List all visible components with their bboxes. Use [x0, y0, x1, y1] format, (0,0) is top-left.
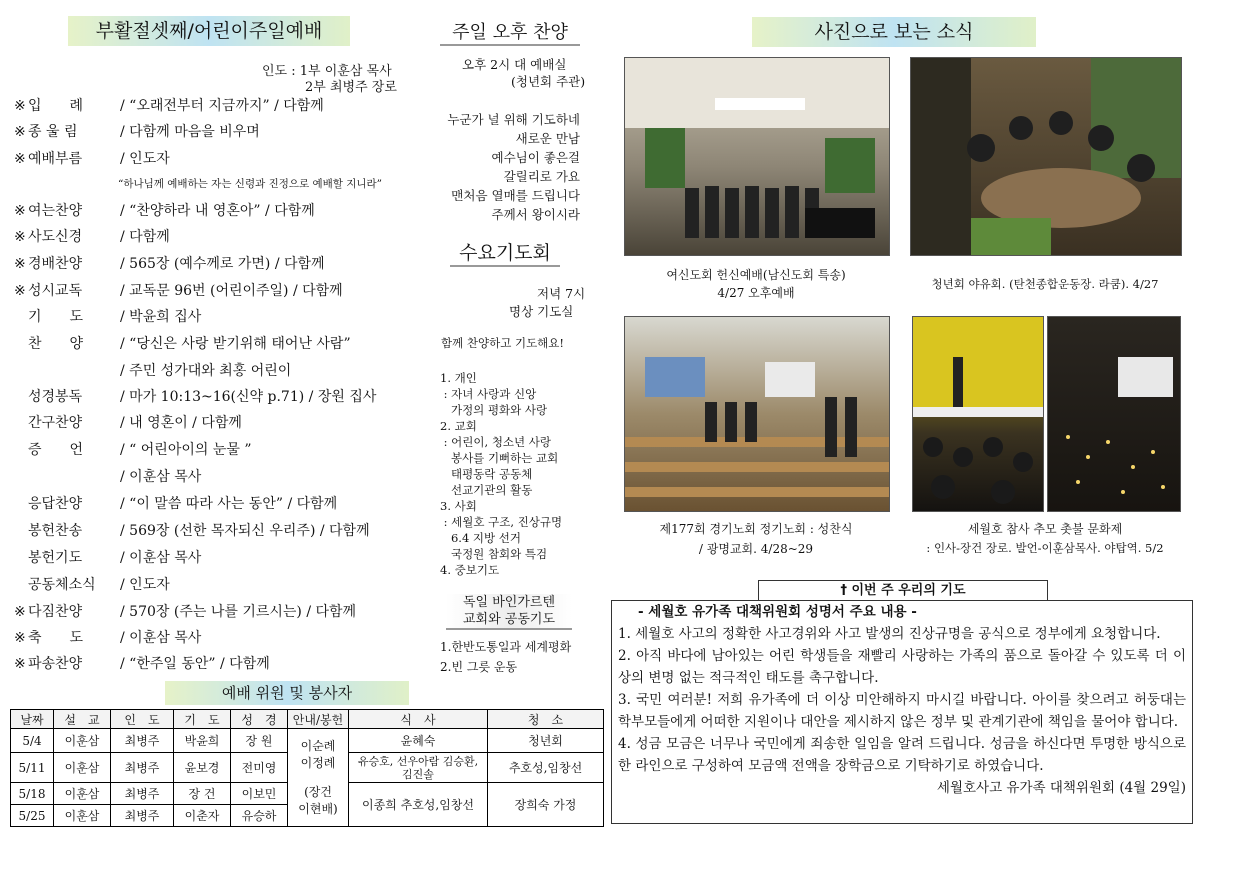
vine-item: 2.빈 그릇 운동	[440, 660, 518, 674]
cell: 윤보경	[174, 753, 231, 783]
song-item: 누군가 널 위해 기도하네	[447, 112, 580, 127]
order-row	[14, 440, 252, 460]
table-row	[11, 729, 604, 753]
order-mark: ※	[14, 630, 26, 646]
order-mark: ※	[14, 656, 26, 672]
order-rest: / 다함께	[120, 229, 170, 245]
sunday-praise-title: 주일 오후 찬양	[440, 18, 580, 46]
order-name: 봉헌기도	[28, 550, 83, 566]
wed-item: 3. 사회	[440, 499, 477, 513]
wed-item: : 어린이, 청소년 사랑	[440, 435, 552, 449]
order-mark: ※	[14, 229, 26, 245]
caption-3-line: 제177회 경기노회 정기노회 : 성찬식	[659, 522, 853, 536]
song-item: 새로운 만남	[515, 131, 580, 146]
wed-item: 1. 개인	[440, 371, 477, 385]
order-row	[14, 467, 201, 487]
order-rest: / “찬양하라 내 영혼아” / 다함께	[120, 203, 315, 219]
cell: 이종희 추호성,임창선	[349, 783, 488, 827]
vine-title	[446, 594, 572, 630]
order-mark: ※	[14, 604, 26, 620]
wed-line: 저녁 7시	[537, 286, 586, 301]
song-item: 갈릴리로 가요	[503, 169, 580, 184]
caption-2-line: 청년회 야유회. (탄천종합운동장. 라쿰). 4/27	[931, 277, 1159, 291]
order-rest: / 주민 성가대와 최홍 어린이	[120, 363, 292, 379]
order-name: 경배찬양	[28, 256, 83, 272]
order-name: 찬 양	[28, 336, 84, 352]
order-rest: / “오래전부터 지금까지” / 다함께	[120, 98, 324, 114]
order-row	[14, 149, 170, 169]
order-rest: / “ 어린아이의 눈물 ”	[120, 442, 252, 458]
order-name: 봉헌찬송	[28, 523, 83, 539]
table-header-row	[11, 710, 604, 729]
wed-intro: 함께 찬양하고 기도해요!	[441, 336, 565, 350]
order-row	[14, 201, 315, 221]
wed-item: 봉사를 기뻐하는 교회	[440, 451, 559, 465]
song-item: 주께서 왕이시라	[491, 207, 580, 222]
order-name: 종 울 림	[28, 124, 78, 140]
order-name: 간구찬양	[28, 415, 83, 431]
order-row	[14, 494, 337, 514]
order-row	[14, 254, 325, 274]
caption-4-line: 세월호 참사 추모 촛불 문화제	[967, 522, 1123, 536]
cell: 5/4	[11, 729, 54, 753]
order-rest: / 570장 (주는 나를 기르시는) / 다함께	[120, 604, 357, 620]
col-prayer: 기 도	[174, 710, 231, 729]
call-to-worship-note: “하나님께 예배하는 자는 신령과 진정으로 예배할 지니라”	[118, 178, 383, 190]
order-name: 기 도	[28, 309, 84, 325]
order-mark: ※	[14, 256, 26, 272]
photo-image	[1048, 317, 1180, 511]
cell: 이훈삼	[54, 729, 111, 753]
col-bible: 성 경	[231, 710, 288, 729]
order-rest: / 마가 10:13~16(신약 p.71) / 장원 집사	[120, 389, 377, 405]
order-rest: / 이훈삼 목사	[120, 469, 202, 485]
order-row	[14, 654, 270, 674]
guide-cell	[288, 729, 349, 827]
col-guide: 안내/봉헌	[288, 710, 349, 729]
cell: 이훈삼	[54, 783, 111, 805]
photo-presbytery	[624, 316, 890, 512]
order-row	[14, 628, 201, 648]
order-name: 축 도	[28, 630, 84, 646]
wed-item: : 자녀 사랑과 신앙	[440, 387, 537, 401]
vine-item: 1.한반도통일과 세계평화	[440, 640, 572, 654]
order-name: 다짐찬양	[28, 604, 83, 620]
cell: 박윤희	[174, 729, 231, 753]
order-rest: / 인도자	[120, 577, 170, 593]
cell: 최병주	[111, 783, 174, 805]
news-title: 사진으로 보는 소식	[752, 17, 1036, 47]
cell: 최병주	[111, 729, 174, 753]
staff-table	[10, 709, 604, 827]
vine-title-line: 독일 바인가르텐	[462, 595, 556, 610]
statement-item: 2. 아직 바다에 남아있는 어린 학생들을 재빨리 사랑하는 가족의 품으로 돌아갈 수 있도록 더 이상의 변명 없는 적극적인 태도를 촉구합니다.	[618, 648, 1186, 686]
order-rest: / “한주일 동안” / 다함께	[120, 656, 270, 672]
order-name: 성시교독	[28, 283, 83, 299]
cell: 최병주	[111, 805, 174, 827]
statement-item: 4. 성금 모금은 너무나 국민에게 죄송한 일임을 알려 드립니다. 성금을 하신다면 투명한 방식으로 한 라인으로 구성하여 모금액 전액을 장학금으로 기탁하기로 하였습니다.	[618, 736, 1186, 774]
leader-1: 인도 : 1부 이훈삼 목사	[262, 64, 392, 79]
order-mark: ※	[14, 124, 26, 140]
order-rest: / “이 말씀 따라 사는 동안” / 다함께	[120, 496, 338, 512]
order-name: 파송찬양	[28, 656, 83, 672]
cell: 이훈삼	[54, 753, 111, 783]
order-rest: / 565장 (예수께로 가면) / 다함께	[120, 256, 325, 272]
order-row	[14, 281, 343, 301]
cell: 이춘자	[174, 805, 231, 827]
photo-image	[625, 317, 889, 511]
photo-vigil-crowd	[1047, 316, 1181, 512]
order-name: 증 언	[28, 442, 84, 458]
caption-1-line: 4/27 오후예배	[717, 286, 795, 300]
order-mark: ※	[14, 98, 26, 114]
order-name: 여는찬양	[28, 203, 83, 219]
col-lead: 인 도	[111, 710, 174, 729]
col-date: 날짜	[11, 710, 54, 729]
order-mark: ※	[14, 203, 26, 219]
order-row	[14, 334, 351, 354]
statement-title: - 세월호 유가족 대책위원회 성명서 주요 내용 -	[638, 604, 917, 620]
order-rest: / 박윤희 집사	[120, 309, 202, 325]
col-meal: 식 사	[349, 710, 488, 729]
caption-1-line: 여신도회 헌신예배(남신도회 특송)	[666, 268, 846, 282]
wed-item: 4. 중보기도	[440, 563, 500, 577]
photo-image	[913, 317, 1043, 511]
order-rest: / 교독문 96번 (어린이주일) / 다함께	[120, 283, 343, 299]
order-row	[14, 361, 291, 381]
worship-title: 부활절셋째/어린이주일예배	[68, 16, 350, 46]
col-clean: 청 소	[488, 710, 604, 729]
statement-box	[611, 600, 1193, 824]
guide-name: 이정례	[300, 755, 336, 770]
order-row	[14, 227, 170, 247]
wed-line: 명상 기도실	[509, 304, 574, 319]
cell: 이훈삼	[54, 805, 111, 827]
order-mark: ※	[14, 283, 26, 299]
caption-4-line: : 인사-장건 장로. 발언-이훈삼목사. 야탑역. 5/2	[926, 541, 1164, 555]
cell: 장희숙 가정	[488, 783, 604, 827]
cell: 5/25	[11, 805, 54, 827]
sunday-line: 오후 2시 대 예배실	[462, 57, 567, 72]
order-rest: / “당신은 사랑 받기위해 태어난 사람”	[120, 336, 351, 352]
order-row	[14, 575, 170, 595]
wed-item: 태평동락 공동체	[440, 467, 533, 481]
wed-item: 국정원 참회와 특검	[440, 547, 548, 561]
song-item: 맨처음 열매를 드립니다	[451, 188, 580, 203]
order-rest: / 569장 (선한 목자되신 우리주) / 다함께	[120, 523, 370, 539]
order-rest: / 이훈삼 목사	[120, 550, 202, 566]
cell: 추호성,임창선	[488, 753, 604, 783]
order-name: 응답찬양	[28, 496, 83, 512]
order-row	[14, 387, 376, 407]
photo-youth-picnic	[910, 57, 1182, 256]
cell: 5/18	[11, 783, 54, 805]
wed-item: 선교기관의 활동	[440, 483, 533, 497]
prayer-title: † 이번 주 우리의 기도	[758, 580, 1048, 601]
order-row	[14, 307, 201, 327]
sunday-line: (청년회 주관)	[511, 74, 586, 89]
order-name: 사도신경	[28, 229, 83, 245]
cell: 윤혜숙	[349, 729, 488, 753]
order-rest: / 이훈삼 목사	[120, 630, 202, 646]
cell: 청년회	[488, 729, 604, 753]
wed-item: 2. 교회	[440, 419, 477, 433]
order-mark: ※	[14, 151, 26, 167]
cell: 최병주	[111, 753, 174, 783]
vine-title-line: 교회와 공동기도	[462, 612, 556, 627]
guide-name: 이현배)	[298, 801, 338, 816]
photo-vigil-stage	[912, 316, 1044, 512]
order-name: 예배부름	[28, 151, 83, 167]
cell: 이보민	[231, 783, 288, 805]
wednesday-title: 수요기도회	[450, 238, 560, 267]
cell: 전미영	[231, 753, 288, 783]
cell: 유승하	[231, 805, 288, 827]
photo-image	[625, 58, 889, 255]
statement-signature: 세월호사고 유가족 대책위원회 (4월 29일)	[936, 780, 1186, 796]
order-row	[14, 96, 324, 116]
order-rest: / 내 영혼이 / 다함께	[120, 415, 242, 431]
guide-name: 이순례	[300, 738, 336, 753]
order-name: 공동체소식	[28, 577, 96, 593]
order-name: 성경봉독	[28, 389, 83, 405]
song-item: 예수님이 좋은걸	[491, 150, 580, 165]
guide-name: (장건	[304, 784, 332, 799]
order-rest: / 다함께 마음을 비우며	[120, 124, 260, 140]
order-rest: / 인도자	[120, 151, 170, 167]
caption-3-line: / 광명교회. 4/28~29	[698, 542, 814, 556]
wed-item: : 세월호 구조, 진상규명	[440, 515, 563, 529]
cell: 장 건	[174, 783, 231, 805]
order-row	[14, 122, 260, 142]
order-row	[14, 548, 201, 568]
wed-item: 6.4 지방 선거	[440, 531, 522, 545]
staff-title: 예배 위원 및 봉사자	[165, 681, 409, 705]
cell: 장 원	[231, 729, 288, 753]
order-row	[14, 521, 370, 541]
statement-item: 3. 국민 여러분! 저희 유가족에 더 이상 미안해하지 마시길 바랍니다. 아이를 찾으려고 허둥대는 학부모들에게 어떠한 지원이나 대안을 제시하지 않은 정부 및 관계기관에 책임을 물어야 합니다.	[618, 692, 1186, 730]
photo-image	[911, 58, 1181, 255]
leader-2: 2부 최병주 장로	[305, 80, 397, 95]
order-row	[14, 413, 242, 433]
cell: 유승호, 선우아람 김승환, 김진솔	[349, 753, 488, 783]
cell: 5/11	[11, 753, 54, 783]
col-sermon: 설 교	[54, 710, 111, 729]
photo-womens-worship	[624, 57, 890, 256]
order-row	[14, 602, 356, 622]
order-name: 입 례	[28, 98, 84, 114]
statement-item: 1. 세월호 사고의 정확한 사고경위와 사고 발생의 진상규명을 공식으로 정부에게 요청합니다.	[618, 626, 1161, 642]
wed-item: 가정의 평화와 사랑	[440, 403, 548, 417]
